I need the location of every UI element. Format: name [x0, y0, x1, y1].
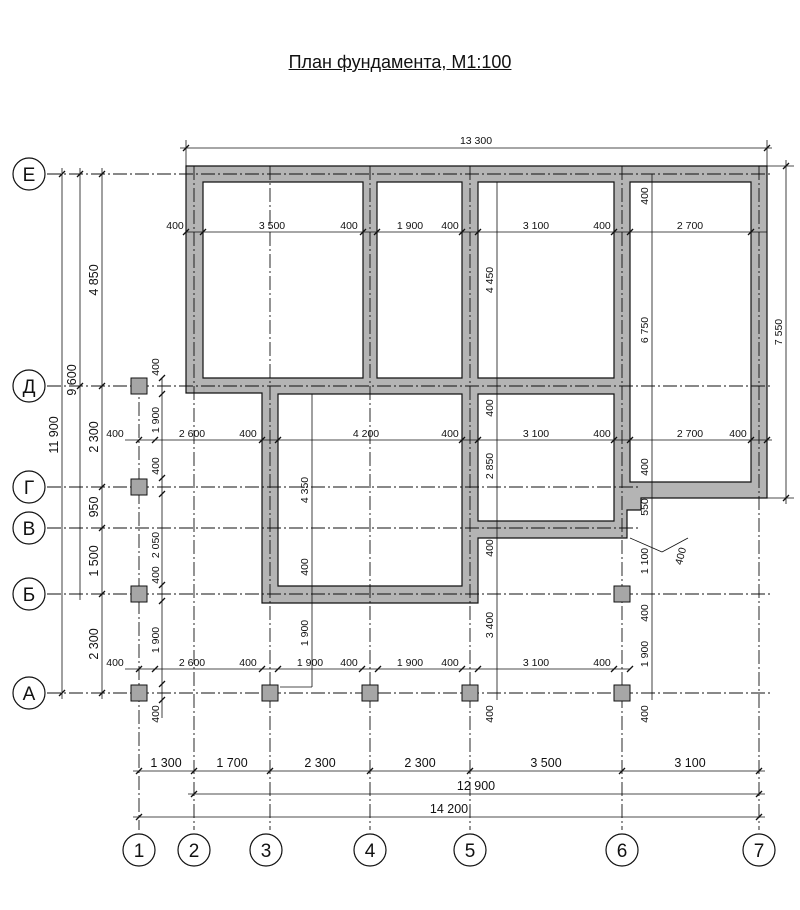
- dim-vertical: 4 450: [484, 266, 496, 294]
- dim-left-chain: 950: [87, 496, 101, 518]
- dim-row-mid: 400: [239, 428, 257, 440]
- axis-marker-column: [123, 834, 155, 866]
- dim-overall-right: 7 550: [773, 318, 785, 346]
- svg-text:Е: Е: [22, 165, 36, 186]
- svg-text:6: 6: [616, 841, 628, 862]
- drawing-title: План фундамента, М1:100: [288, 52, 512, 72]
- dimension-lines: [62, 140, 794, 817]
- pier: [131, 479, 147, 495]
- pier: [614, 685, 630, 701]
- axis-marker-column: [743, 834, 775, 866]
- dim-vertical: 400: [639, 458, 651, 476]
- dim-bottom-chain: 1 700: [216, 756, 248, 770]
- pier: [131, 378, 147, 394]
- axis-marker-column: [606, 834, 638, 866]
- dim-vertical: 1 900: [639, 640, 651, 668]
- dim-row-top: 400: [340, 220, 358, 232]
- dim-row-top: 1 900: [396, 220, 424, 232]
- dim-left-total: 11 900: [47, 416, 61, 454]
- dim-vertical: 4 350: [299, 476, 311, 504]
- dim-vertical: 400: [639, 604, 651, 622]
- column-axis-markers: [123, 834, 775, 866]
- dim-vertical: 550: [639, 498, 651, 516]
- svg-text:1: 1: [133, 841, 145, 862]
- dim-vertical: 2 850: [484, 452, 496, 480]
- axis-marker-row: [13, 677, 45, 709]
- dim-pier-chain: 2 050: [150, 531, 162, 559]
- svg-text:А: А: [22, 684, 36, 705]
- dim-vertical: 400: [639, 187, 651, 205]
- dim-row-mid: 400: [106, 428, 124, 440]
- dim-pier-chain: 400: [150, 457, 162, 475]
- dim-row-top: 400: [166, 220, 184, 232]
- piers: [131, 378, 630, 701]
- axis-marker-row: [13, 158, 45, 190]
- axis-marker-column: [454, 834, 486, 866]
- dim-row-low: 400: [593, 657, 611, 669]
- dim-pier-chain: 1 900: [150, 626, 162, 654]
- svg-text:5: 5: [464, 841, 476, 862]
- dim-row-mid: 3 100: [522, 428, 550, 440]
- dim-row-top: 3 100: [522, 220, 550, 232]
- dim-row-mid: 2 700: [676, 428, 704, 440]
- axis-marker-column: [354, 834, 386, 866]
- dim-row-top: 2 700: [676, 220, 704, 232]
- dim-row-top: 400: [593, 220, 611, 232]
- dim-vertical: 400: [484, 539, 496, 557]
- dim-pier-chain: 400: [150, 358, 162, 376]
- svg-text:3: 3: [260, 841, 272, 862]
- dim-bottom-chain: 3 100: [674, 756, 706, 770]
- svg-text:Д: Д: [22, 377, 36, 398]
- dim-row-low: 1 900: [296, 657, 324, 669]
- svg-text:Г: Г: [23, 478, 35, 499]
- dim-vertical: 400: [639, 705, 651, 723]
- dim-row-low: 400: [340, 657, 358, 669]
- dim-row-low: 1 900: [396, 657, 424, 669]
- pier: [614, 586, 630, 602]
- dim-row-mid: 400: [729, 428, 747, 440]
- dim-vertical: 1 900: [299, 619, 311, 647]
- axis-marker-column: [178, 834, 210, 866]
- svg-text:В: В: [22, 519, 36, 540]
- dim-left-chain: 4 850: [87, 264, 101, 296]
- dim-pier-chain: 1 900: [150, 406, 162, 434]
- dim-vertical: 1 100: [639, 547, 651, 575]
- dim-row-mid: 400: [593, 428, 611, 440]
- dim-row-mid: 400: [441, 428, 459, 440]
- dim-overall-top: 13 300: [459, 135, 493, 147]
- pier: [262, 685, 278, 701]
- svg-text:7: 7: [753, 841, 765, 862]
- dim-bottom-total-2-7: 12 900: [456, 779, 496, 793]
- dim-bottom-chain: 2 300: [304, 756, 336, 770]
- dim-row-mid: 2 600: [178, 428, 206, 440]
- dim-bottom-total-1-7: 14 200: [429, 802, 469, 816]
- row-axis-markers: [13, 158, 45, 709]
- dim-left-chain: 1 500: [87, 545, 101, 577]
- dim-row-low: 3 100: [522, 657, 550, 669]
- axis-marker-row: [13, 471, 45, 503]
- dim-row-low: 400: [239, 657, 257, 669]
- dim-bottom-chain: 2 300: [404, 756, 436, 770]
- axis-marker-row: [13, 370, 45, 402]
- pier: [462, 685, 478, 701]
- dim-row-low: 400: [106, 657, 124, 669]
- dim-row-top: 400: [441, 220, 459, 232]
- dim-row-mid: 4 200: [352, 428, 380, 440]
- dim-left-upper-total: 9 600: [65, 364, 79, 396]
- dim-bottom-chain: 1 300: [150, 756, 182, 770]
- axis-marker-row: [13, 578, 45, 610]
- dim-bottom-chain: 3 500: [530, 756, 562, 770]
- dim-vertical: 400: [484, 399, 496, 417]
- dim-vertical: 6 750: [639, 316, 651, 344]
- dim-leader-note: 400: [673, 546, 690, 567]
- svg-text:Б: Б: [22, 585, 36, 606]
- dim-left-chain: 2 300: [87, 421, 101, 453]
- dim-vertical: 400: [484, 705, 496, 723]
- pier: [131, 685, 147, 701]
- svg-text:4: 4: [364, 841, 376, 862]
- dim-vertical: 3 400: [484, 611, 496, 639]
- dim-row-top: 3 500: [258, 220, 286, 232]
- axis-marker-row: [13, 512, 45, 544]
- dim-left-chain: 2 300: [87, 628, 101, 660]
- dim-pier-chain: 400: [150, 705, 162, 723]
- dim-pier-chain: 400: [150, 566, 162, 584]
- dim-row-low: 2 600: [178, 657, 206, 669]
- pier: [131, 586, 147, 602]
- svg-text:2: 2: [188, 841, 200, 862]
- axis-marker-column: [250, 834, 282, 866]
- dim-vertical: 400: [299, 558, 311, 576]
- dim-row-low: 400: [441, 657, 459, 669]
- pier: [362, 685, 378, 701]
